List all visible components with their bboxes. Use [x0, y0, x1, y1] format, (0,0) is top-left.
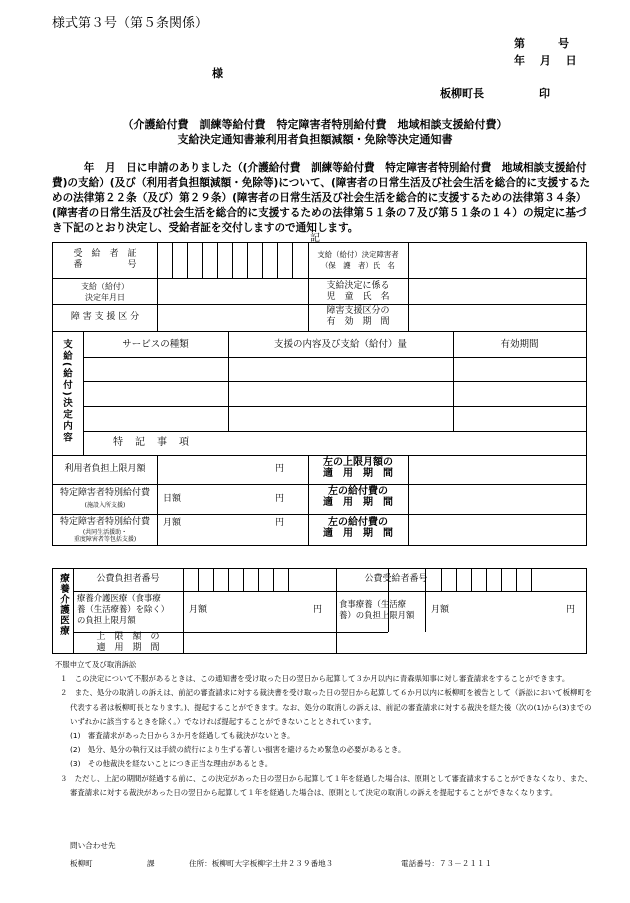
remarks-label: 特 記 事 項	[113, 437, 190, 448]
note-3: ３ ただし、上記の期間が経過する前に、この決定があった日の翌日から起算して１年を経過した場合は、原則として審査請求することができなくなり、また、審査請求に対する裁決があった日の翌日から起算して１年を経過した場合は、原則として決定の取消しの訴えを提起することができなくなります。	[60, 773, 593, 797]
note-2-3: (3) その他裁決を経ないことにつき正当な理由があるとき。	[70, 759, 273, 769]
medical-care-section: 療養介護医療	[58, 573, 69, 636]
care-limit-label: 療養介護医療（食事療 養（生活療養）を除く） の負担上限月額	[77, 593, 170, 625]
special-benefit-2-label: 特定障害者特別給付費	[59, 517, 150, 527]
note-2-2: (2) 処分、処分の執行又は手続の続行により生ずる著しい損害を避けるため緊急の必要があるとき。	[70, 745, 406, 755]
addressee: 様	[212, 67, 223, 80]
decision-date-label: 支給（給付） 決定年月日	[81, 282, 129, 302]
contact-dept: 課	[147, 859, 155, 868]
special-benefit-2-sub: (共同生活援助・ 重度障害者等包括支援)	[73, 529, 137, 543]
medical-care-table	[52, 568, 587, 654]
contact-label: 問い合わせ先	[70, 841, 116, 850]
form-id: 様式第３号（第５条関係）	[52, 16, 209, 31]
notes-heading: 不服申立て及び取消訴訟	[55, 660, 137, 669]
title-line-2: 支給決定通知書兼利用者負担額減額・免除等決定通知書	[177, 133, 453, 146]
title-line-1: （介護給付費 訓練等給付費 特定障害者特別給付費 地域相談支援給付費）	[122, 118, 508, 131]
body-text: 年 月 日に申請のありました（(介護給付費 訓練等給付費 特定障害者特別給付費 地域相談支援給付費)の支給）(及び（利用者負担額減額・免除等)について、(障害者の日常生活及び社会生活を総合的に支援するための法律第２２条（及び）第２９条）(障害者の日常生活及び社会生活を総合的に支援するための法律第３４条）(障害者の日常生活及び社会生活を総合的に支援するための法律第５１条の７及び第５１条の１４）の規定に基づき下記のとおり決定し、受給者証を交付しますので通知します。	[52, 162, 591, 234]
support-class-label: 障 害 支 援 区 分	[70, 312, 140, 322]
yen-unit: 円	[566, 605, 576, 615]
note-2-1: (1) 審査請求があった日から３か月を経過しても裁決がないとき。	[70, 731, 295, 741]
yen-unit: 円	[313, 605, 323, 615]
limit-valid-label: 上 限 額 の 適 用 期 間	[96, 632, 160, 653]
col-content: 支援の内容及び支給（給付）量	[273, 339, 407, 350]
receiver-number-label: 公費受給者番号	[364, 574, 428, 584]
document-number: 第 号	[514, 37, 569, 50]
contact-town: 板柳町	[70, 859, 93, 868]
meal-limit-label: 食事療養（生活療 養）の負担上限月額	[339, 599, 415, 620]
decided-person-label: 支給（給付）決定障害者 （保 護 者）氏 名	[317, 250, 399, 270]
yen-unit: 円	[275, 464, 285, 474]
recipient-number-label: 受 給 者 証 番 号	[73, 249, 137, 270]
child-name-label: 支給決定に係る 児 童 氏 名	[326, 281, 390, 302]
note-1: １ この決定について不服があるときは、この通知書を受け取った日の翌日から起算して３か月以内に青森県知事に対し審査請求をすることができます。	[60, 674, 570, 684]
support-valid-label: 障害支援区分の 有 効 期 間	[326, 306, 390, 327]
ki-mark: 記	[310, 233, 320, 244]
payer-number-label: 公費負担者番号	[96, 574, 160, 584]
decision-table	[52, 242, 587, 546]
payment-valid-label-2: 左の給付費の 適 用 期 間	[323, 517, 393, 539]
special-benefit-1-sub: (施設入所支援)	[84, 502, 126, 509]
daily-label: 日額	[163, 494, 182, 504]
payment-valid-label-1: 左の給付費の 適 用 期 間	[323, 486, 393, 508]
user-limit-label: 利用者負担上限月額	[64, 464, 146, 474]
issuer: 板柳町長 印	[440, 87, 550, 100]
limit-valid-label: 左の上限月額の 適 用 期 間	[323, 457, 393, 479]
col-valid-period: 有効期間	[500, 339, 539, 350]
monthly-label: 月額	[431, 605, 450, 615]
special-benefit-1-label: 特定障害者特別給付費	[59, 488, 150, 498]
contact-phone: 電話番号：７３－２１１１	[401, 859, 493, 868]
document-date: 年 月 日	[514, 54, 577, 67]
col-service-type: サービスの種類	[122, 339, 189, 350]
note-2: ２ また、処分の取消しの訴えは、前記の審査請求に対する裁決書を受け取った日の翌日から起算して６か月以内に板柳町を被告として（訴訟において板柳町を代表する者は板柳町長となります。)、提起することができます。なお、処分の取消しの訴えは、前記の審査請求に対する裁決を経た後（次の(1)から(3)までのいずれかに該当するときを除く。）でなければ提起することができないこととされています。	[60, 688, 593, 726]
yen-unit: 円	[275, 494, 285, 504]
monthly-label: 月額	[163, 518, 182, 528]
yen-unit: 円	[275, 518, 285, 528]
appeal-notes	[55, 658, 595, 800]
monthly-label: 月額	[189, 605, 208, 615]
contact-address: 住所：板柳町大字板柳字土井２３９番地３	[189, 859, 334, 868]
decision-content-section: 支給(給付)決定内容	[61, 339, 72, 444]
